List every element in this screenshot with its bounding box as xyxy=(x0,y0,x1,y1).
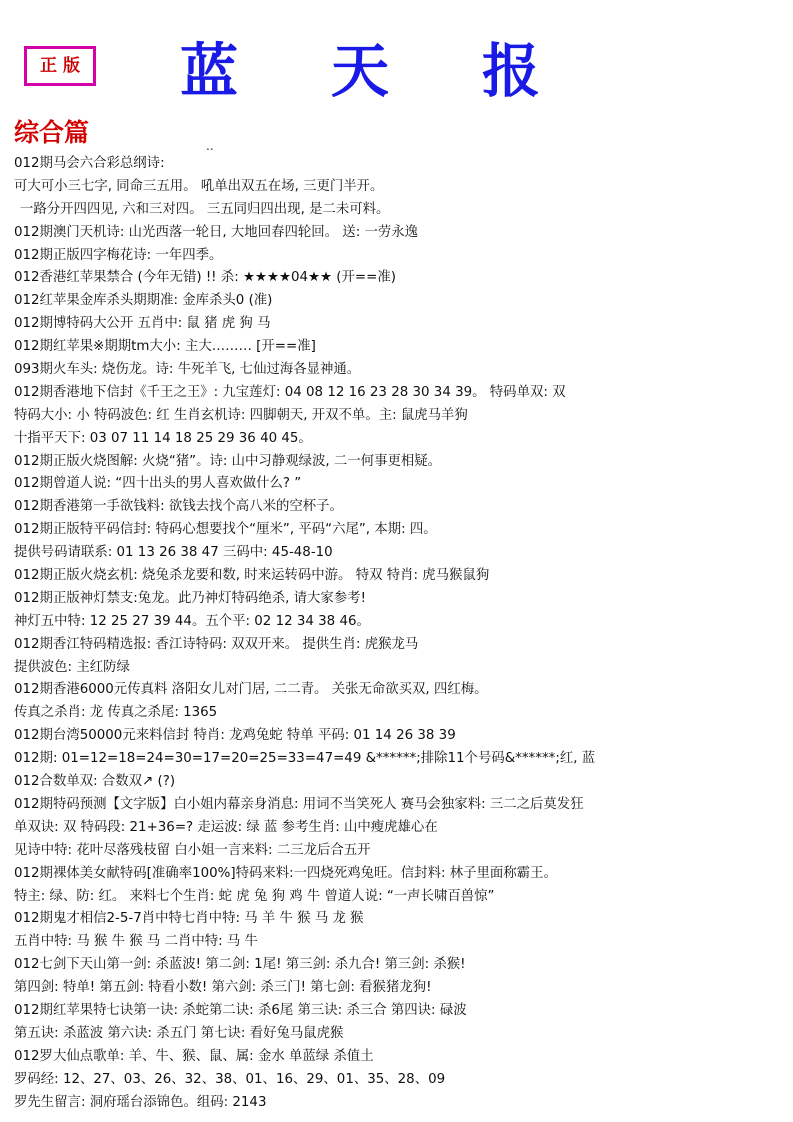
text-line: 神灯五中特: 12 25 27 39 44。五个平: 02 12 34 38 46。 xyxy=(14,613,370,629)
text-line: 012期香港6000元传真料 洛阳女儿对门居, 二二青。 关张无命欲买双, 四红梅。 xyxy=(14,682,488,698)
text-line: 012期马会六合彩总纲诗: xyxy=(14,156,165,171)
text-line: 093期火车头: 烧伤龙。诗: 牛死羊飞, 七仙过海各显神通。 xyxy=(14,362,361,378)
genuine-edition-badge: 正 版 xyxy=(24,46,96,86)
text-line: 罗先生留言: 洞府瑶台添锦色。组码: 2143 xyxy=(14,1094,267,1110)
masthead-char: 天 xyxy=(330,37,389,105)
text-line: 可大可小三七字, 同命三五用。 吼单出双五在场, 三更门半开。 xyxy=(14,178,384,194)
text-line: 012期正版神灯禁支:兔龙。此乃神灯特码绝杀, 请大家参考! xyxy=(14,590,366,606)
text-line: 012期正版四字梅花诗: 一年四季。 xyxy=(14,247,223,263)
text-line: 单双诀: 双 特码段: 21+36=? 走运波: 绿 蓝 参考生肖: 山中瘦虎雄心在 xyxy=(14,819,438,835)
text-line: 012期: 01=12=18=24=30=17=20=25=33=47=49 &******;排除11个号码&******;红, 蓝 xyxy=(14,751,596,767)
text-line: 012期曾道人说: “四十出头的男人喜欢做什么? ” xyxy=(14,476,302,492)
text-line: 012期博特码大公开 五肖中: 鼠 猪 虎 狗 马 xyxy=(14,316,271,332)
masthead-char: 蓝 xyxy=(180,37,239,105)
text-line: 特主: 绿、防: 红。 来料七个生肖: 蛇 虎 兔 狗 鸡 牛 曾道人说: “一声长啸百兽惊” xyxy=(14,888,495,904)
text-line: 012罗大仙点歌单: 羊、牛、猴、鼠、属: 金水 单蓝绿 杀值土 xyxy=(14,1048,374,1064)
text-line: 十指平天下: 03 07 11 14 18 25 29 36 40 45。 xyxy=(14,430,312,446)
content-lines xyxy=(14,153,786,1114)
text-line: 012期台湾50000元来料信封 特肖: 龙鸡兔蛇 特单 平码: 01 14 26 38 39 xyxy=(14,728,456,744)
text-line: 提供号码请联系: 01 13 26 38 47 三码中: 45-48-10 xyxy=(14,545,333,561)
text-line: 012期红苹果特七诀第一诀: 杀蛇第二诀: 杀6尾 第三诀: 杀三合 第四诀: 碌波 xyxy=(14,1002,467,1018)
text-line: 第五诀: 杀蓝波 第六诀: 杀五门 第七诀: 看好兔马鼠虎猴 xyxy=(14,1025,344,1041)
text-line: 012期香港地下信封《千王之王》: 九宝莲灯: 04 08 12 16 23 28 30 34 39。 特码单双: 双 xyxy=(14,384,566,400)
section-dots: .. xyxy=(206,139,214,153)
text-line: 012期裸体美女献特码[准确率100%]特码来料:一四烧死鸡兔旺。信封料: 林子里面称霸王。 xyxy=(14,865,557,881)
text-line: 一路分开四四见, 六和三对四。 三五同归四出现, 是二未可料。 xyxy=(20,201,390,217)
text-line: 012期鬼才相信2-5-7肖中特七肖中特: 马 羊 牛 猴 马 龙 猴 xyxy=(14,911,364,927)
text-line: 传真之杀肖: 龙 传真之杀尾: 1365 xyxy=(14,705,218,721)
text-line: 五肖中特: 马 猴 牛 猴 马 二肖中特: 马 牛 xyxy=(14,934,258,950)
text-line: 罗码经: 12、27、03、26、32、38、01、16、29、01、35、28、09 xyxy=(14,1071,446,1087)
masthead-char: 报 xyxy=(481,37,540,105)
text-line: 见诗中特: 花叶尽落残枝留 白小姐一言来料: 二三龙后合五开 xyxy=(14,842,371,858)
text-line: 特码大小: 小 特码波色: 红 生肖玄机诗: 四脚朝天, 开双不单。主: 鼠虎马羊狗 xyxy=(14,407,468,423)
text-line: 012期正版火烧玄机: 烧兔杀龙要和数, 时来运转码中游。 特双 特肖: 虎马猴鼠狗 xyxy=(14,568,490,584)
text-line: 012期特码预测【文字版】白小姐内幕亲身消息: 用词不当笑死人 赛马会独家料: 三二之后莫发狂 xyxy=(14,796,584,812)
text-line: 012期香港第一手欲钱料: 欲钱去找个高八米的空杯子。 xyxy=(14,499,343,515)
text-line: 012七剑下天山第一剑: 杀蓝波! 第二剑: 1尾! 第三剑: 杀九合! 第三剑: 杀猴! xyxy=(14,957,466,973)
text-line: 提供波色: 主红防绿 xyxy=(14,659,130,675)
text-line: 012合数单双: 合数双↗ (?) xyxy=(14,774,176,790)
text-line: 012期香江特码精选报: 香江诗特码: 双双开来。 提供生肖: 虎猴龙马 xyxy=(14,636,419,652)
section-title: 综合篇 xyxy=(14,118,90,147)
text-line: 第四剑: 特单! 第五剑: 特看小数! 第六剑: 杀三门! 第七剑: 看猴猪龙狗! xyxy=(14,980,432,996)
text-line: 012期澳门天机诗: 山光西落一轮日, 大地回春四轮回。 送: 一劳永逸 xyxy=(14,224,419,240)
newspaper-masthead xyxy=(180,28,540,104)
text-line: 012期正版火烧图解: 火烧“猪”。诗: 山中习静观绿波, 二一何事更相疑。 xyxy=(14,453,442,469)
text-line: 012红苹果金库杀头期期准: 金库杀头0 (准) xyxy=(14,293,273,309)
text-line: 012期正版特平码信封: 特码心想要找个“厘米”, 平码“六尾”, 本期: 四。 xyxy=(14,522,437,538)
text-line: 012期红苹果※期期tm大小: 主大……… [开==准] xyxy=(14,339,316,355)
text-line: 012香港红苹果禁合 (今年无错) !! 杀: ★★★★04★★ (开==准) xyxy=(14,270,396,286)
